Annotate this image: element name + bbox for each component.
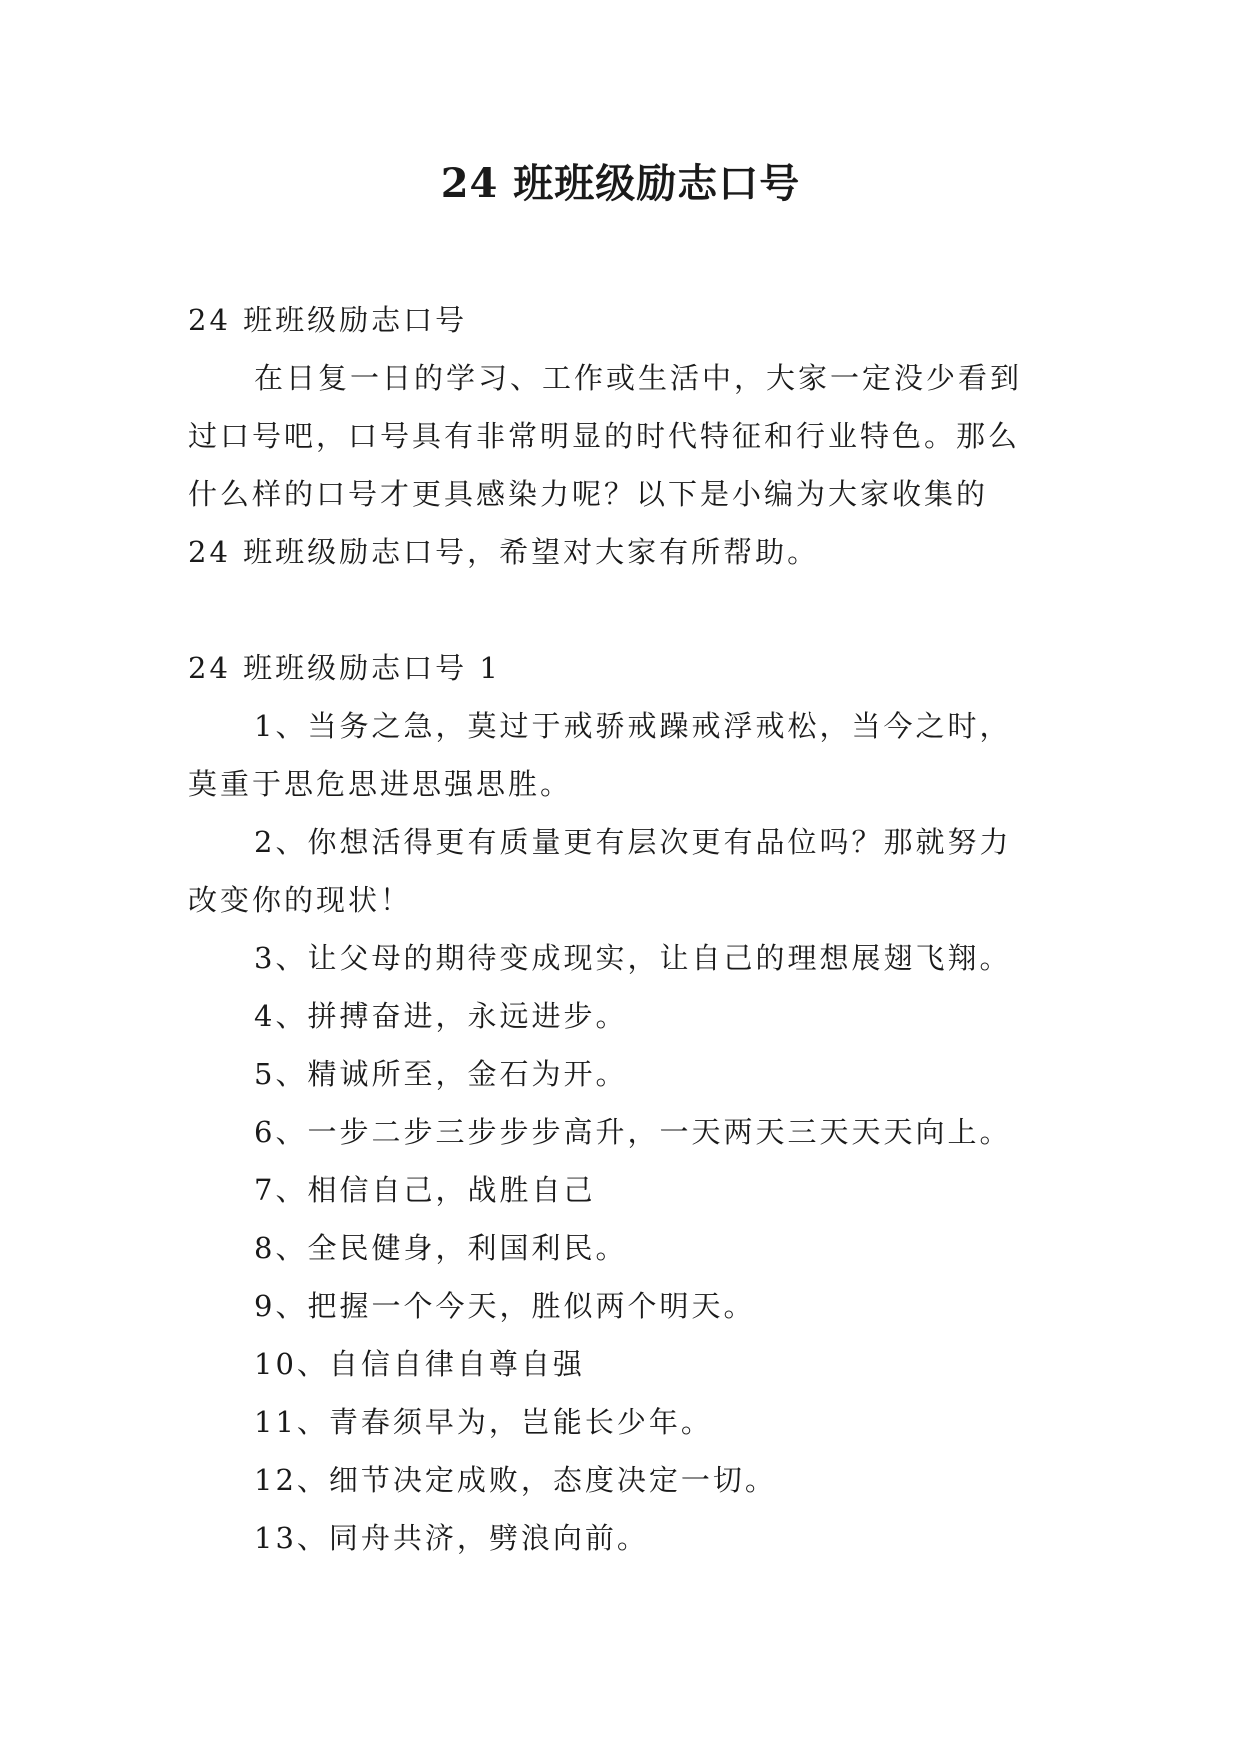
slogan-item-continuation: 改变你的现状！ bbox=[188, 883, 413, 917]
slogan-item: 7、相信自己，战胜自己 bbox=[254, 1173, 596, 1207]
slogan-item: 8、全民健身，利国利民。 bbox=[254, 1231, 628, 1265]
slogan-item: 4、拼搏奋进，永远进步。 bbox=[254, 999, 628, 1033]
intro-line: 过口号吧，口号具有非常明显的时代特征和行业特色。那么 bbox=[188, 419, 1021, 453]
section-heading: 24 班班级励志口号 1 bbox=[188, 651, 501, 685]
slogan-item-continuation: 莫重于思危思进思强思胜。 bbox=[188, 767, 573, 801]
subtitle: 24 班班级励志口号 bbox=[188, 303, 468, 337]
slogan-item: 2、你想活得更有质量更有层次更有品位吗？那就努力 bbox=[254, 825, 1012, 859]
slogan-item: 6、一步二步三步步步高升，一天两天三天天天向上。 bbox=[254, 1115, 1012, 1149]
slogan-item: 10、自信自律自尊自强 bbox=[254, 1347, 585, 1381]
intro-paragraph bbox=[188, 349, 1058, 581]
slogan-item: 3、让父母的期待变成现实，让自己的理想展翅飞翔。 bbox=[254, 941, 1012, 975]
slogan-list bbox=[188, 697, 1058, 1567]
intro-line: 什么样的口号才更具感染力呢？以下是小编为大家收集的 bbox=[188, 477, 989, 511]
slogan-item: 11、青春须早为，岂能长少年。 bbox=[254, 1405, 713, 1439]
slogan-item: 13、同舟共济，劈浪向前。 bbox=[254, 1521, 649, 1555]
document-body bbox=[188, 291, 1058, 1567]
slogan-item: 9、把握一个今天，胜似两个明天。 bbox=[254, 1289, 756, 1323]
slogan-item: 12、细节决定成败，态度决定一切。 bbox=[254, 1463, 777, 1497]
paragraph-gap bbox=[188, 581, 1058, 639]
document-title: 24 班班级励志口号 bbox=[440, 160, 801, 207]
intro-line: 在日复一日的学习、工作或生活中，大家一定没少看到 bbox=[254, 361, 1023, 395]
slogan-item: 1、当务之急，莫过于戒骄戒躁戒浮戒松，当今之时， bbox=[254, 709, 1012, 743]
intro-line: 24 班班级励志口号，希望对大家有所帮助。 bbox=[188, 535, 820, 569]
slogan-item: 5、精诚所至，金石为开。 bbox=[254, 1057, 628, 1091]
